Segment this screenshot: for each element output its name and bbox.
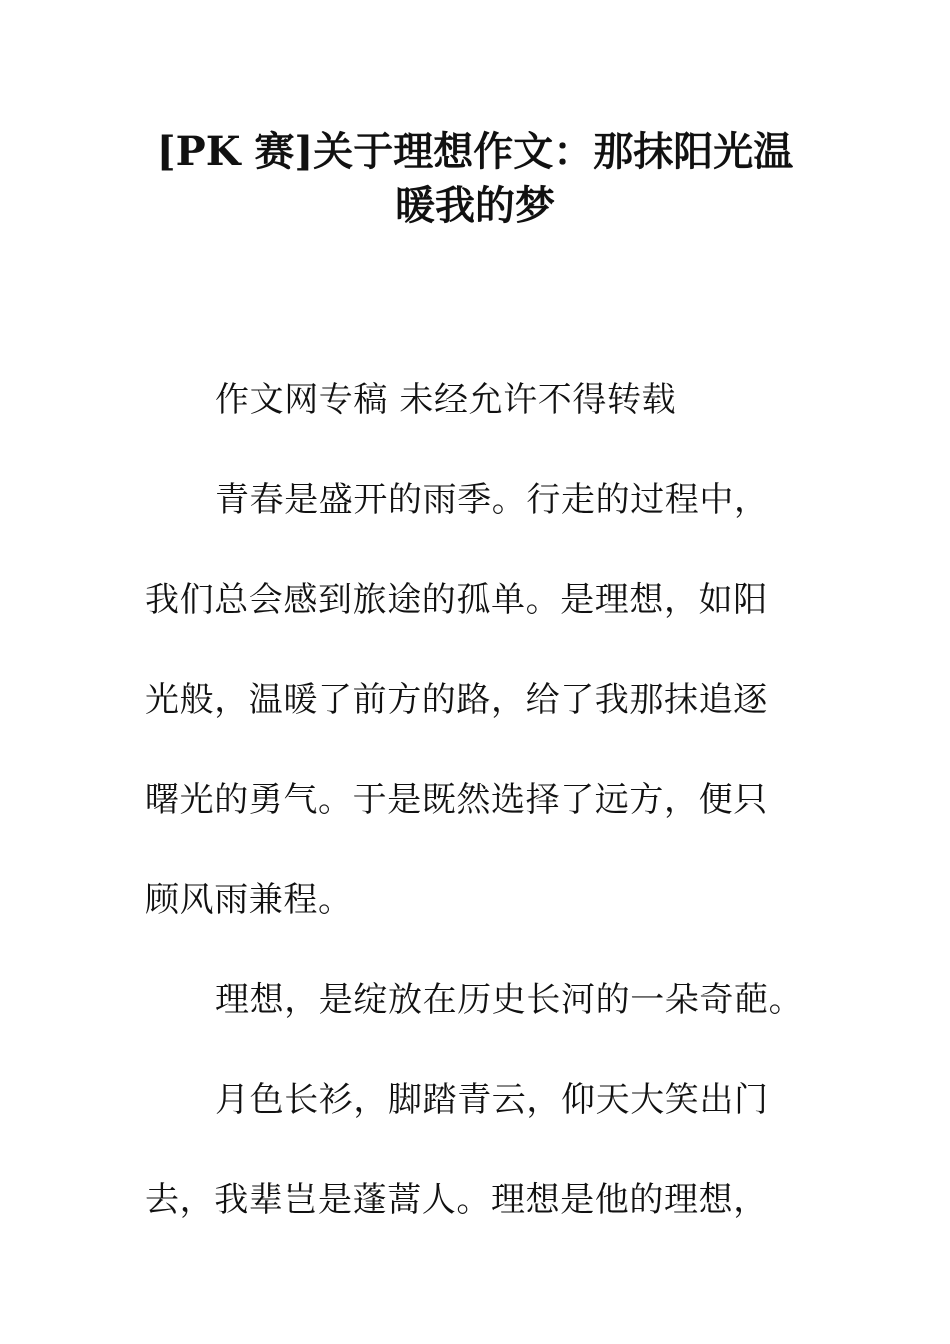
- document-title-line-1: [PK 赛]关于理想作文：那抹阳光温: [156, 128, 794, 175]
- paragraph-line-9: 去，我辈岂是蓬蒿人。理想是他的理想，: [145, 1180, 768, 1220]
- paragraph-line-8: 月色长衫，脚踏青云，仰天大笑出门: [215, 1080, 769, 1120]
- document-title-line-2: 暖我的梦: [395, 182, 555, 229]
- paragraph-line-2: 青春是盛开的雨季。行走的过程中，: [215, 480, 769, 520]
- paragraph-line-6: 顾风雨兼程。: [145, 880, 353, 920]
- paragraph-line-1: 作文网专稿 未经允许不得转载: [215, 380, 677, 420]
- paragraph-line-3: 我们总会感到旅途的孤单。是理想，如阳: [145, 580, 768, 620]
- paragraph-line-7: 理想，是绽放在历史长河的一朵奇葩。: [215, 980, 804, 1020]
- paragraph-line-5: 曙光的勇气。于是既然选择了远方，便只: [145, 780, 768, 820]
- paragraph-line-4: 光般，温暖了前方的路，给了我那抹追逐: [145, 680, 768, 720]
